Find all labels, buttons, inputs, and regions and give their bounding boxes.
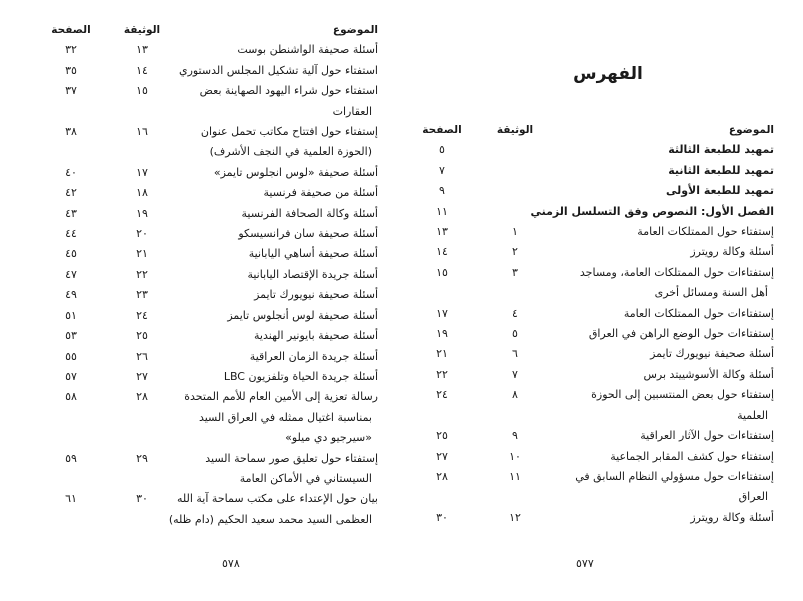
entry-page-number: ٣٨ bbox=[65, 125, 77, 139]
index-title: الفهرس bbox=[573, 64, 643, 84]
index-entry bbox=[40, 40, 378, 60]
entry-topic-line: إستفتاء حول كشف المقابر الجماعية bbox=[610, 449, 774, 463]
entry-topic-line: إستفتاءات حول الممتلكات العامة، ومساجد bbox=[579, 265, 774, 279]
entry-topic-line: تمهيد للطبعة الثانية bbox=[668, 163, 774, 177]
entry-page-number: ١١ bbox=[436, 204, 448, 218]
table-header bbox=[410, 120, 774, 140]
entry-topic-line: أسئلة صحيفة نيويورك تايمز bbox=[254, 288, 378, 302]
entry-topic-line: العقارات bbox=[332, 104, 372, 118]
index-entry bbox=[40, 204, 378, 224]
entry-document-number: ١١ bbox=[509, 469, 521, 483]
entry-topic-line: إستفتاء حول تعليق صور سماحة السيد bbox=[205, 451, 378, 465]
entry-topic bbox=[182, 204, 378, 224]
entry-topic bbox=[182, 367, 378, 387]
index-entry bbox=[410, 447, 774, 467]
entry-topic bbox=[182, 224, 378, 244]
index-entry bbox=[40, 449, 378, 490]
entry-document-number: ٢٤ bbox=[136, 308, 148, 322]
entry-topic bbox=[182, 40, 378, 60]
page-number: ٥٧٧ bbox=[576, 557, 594, 570]
entry-page-number: ٩ bbox=[439, 184, 445, 198]
index-entry bbox=[40, 244, 378, 264]
entry-document-number: ١٩ bbox=[136, 206, 148, 220]
header-page: الصفحة bbox=[422, 124, 462, 136]
index-entry bbox=[410, 181, 774, 201]
entry-topic bbox=[556, 140, 774, 160]
index-entry bbox=[410, 222, 774, 242]
entry-page-number: ٤٧ bbox=[65, 267, 77, 281]
entry-page-number: ٣٢ bbox=[65, 43, 77, 57]
entry-topic-line: إستفتاء حول بعض المنتسبين إلى الحوزة bbox=[591, 388, 774, 402]
entry-document-number: ٢٣ bbox=[136, 288, 148, 302]
index-entry bbox=[40, 306, 378, 326]
entry-page-number: ٦١ bbox=[65, 492, 77, 506]
entry-topic bbox=[182, 122, 378, 163]
header-document: الوثيقة bbox=[496, 124, 534, 136]
entry-page-number: ٥١ bbox=[65, 308, 77, 322]
entry-topic bbox=[182, 265, 378, 285]
entry-topic-line: إستفتاءات حول الوضع الراهن في العراق bbox=[588, 327, 774, 341]
entry-topic-line: تمهيد للطبعة الأولى bbox=[665, 184, 774, 198]
entry-topic bbox=[556, 447, 774, 467]
index-entry bbox=[40, 122, 378, 163]
entry-topic-line: العلمية bbox=[737, 408, 768, 422]
entry-topic-line: أسئلة صحيفة بايونير الهندية bbox=[254, 329, 378, 343]
entry-topic-line: أهل السنة ومسائل أخرى bbox=[654, 286, 768, 300]
entry-topic-line: أسئلة صحيفة أساهي اليابانية bbox=[248, 247, 378, 261]
entry-page-number: ٤٩ bbox=[65, 288, 77, 302]
entry-page-number: ٥٣ bbox=[65, 329, 77, 343]
entry-page-number: ٢٢ bbox=[436, 367, 448, 381]
entry-topic bbox=[556, 263, 774, 304]
index-table-left bbox=[40, 20, 378, 530]
entry-document-number: ١٥ bbox=[136, 84, 148, 98]
entry-page-number: ٤٣ bbox=[65, 206, 77, 220]
entry-page-number: ٢١ bbox=[436, 347, 448, 361]
entry-topic-line: بيان حول الإعتداء على مكتب سماحة آية الله bbox=[176, 492, 378, 506]
entry-document-number bbox=[474, 161, 556, 181]
entry-document-number: ٥ bbox=[512, 327, 518, 341]
entry-document-number: ١٧ bbox=[136, 165, 148, 179]
entry-topic-line: أسئلة جريدة الإقتصاد اليابانية bbox=[247, 267, 378, 281]
entry-topic-line: أسئلة جريدة الحياة وتلفزيون LBC bbox=[223, 369, 378, 383]
entry-page-number: ٢٧ bbox=[436, 449, 448, 463]
entry-topic bbox=[556, 161, 774, 181]
index-entry bbox=[40, 163, 378, 183]
entry-topic-line: أسئلة صحيفة سان فرانسيسكو bbox=[238, 227, 378, 241]
index-entry bbox=[410, 242, 774, 262]
entry-topic-line: أسئلة صحيفة نيويورك تايمز bbox=[650, 347, 774, 361]
entry-document-number: ٢٦ bbox=[136, 349, 148, 363]
entry-topic-line: السيستاني في الأماكن العامة bbox=[239, 471, 372, 485]
entry-document-number: ٣ bbox=[512, 265, 518, 279]
entry-topic bbox=[182, 326, 378, 346]
table-header bbox=[40, 20, 378, 40]
entry-topic-line: استفتاء حول آلية تشكيل المجلس الدستوري bbox=[178, 63, 378, 77]
entry-document-number: ١٤ bbox=[136, 63, 148, 77]
index-entry bbox=[40, 285, 378, 305]
entry-document-number: ١٣ bbox=[136, 43, 148, 57]
entry-topic-line: «سيرجيو دي ميلو» bbox=[285, 431, 372, 445]
entry-page-number: ٤٢ bbox=[65, 186, 77, 200]
entry-topic-line: إستفتاءات حول مسؤولي النظام السابق في bbox=[575, 469, 774, 483]
index-entry bbox=[40, 265, 378, 285]
entry-topic bbox=[182, 449, 378, 490]
entry-page-number: ١٣ bbox=[436, 225, 448, 239]
entry-document-number: ٤ bbox=[512, 306, 518, 320]
entry-document-number: ٢٧ bbox=[136, 369, 148, 383]
index-entry bbox=[410, 344, 774, 364]
entry-topic bbox=[556, 181, 774, 201]
entry-document-number: ١ bbox=[512, 225, 518, 239]
entry-document-number bbox=[474, 140, 556, 160]
entry-page-number: ٤٠ bbox=[65, 165, 77, 179]
right-page bbox=[400, 0, 803, 601]
entry-page-number: ٥٥ bbox=[65, 349, 77, 363]
index-entry bbox=[410, 202, 774, 222]
entry-topic bbox=[182, 306, 378, 326]
left-page bbox=[0, 0, 400, 601]
entry-page-number: ١٧ bbox=[436, 306, 448, 320]
entry-page-number: ١٤ bbox=[436, 245, 448, 259]
entry-topic bbox=[556, 508, 774, 528]
entry-topic-line: أسئلة وكالة رويترز bbox=[690, 510, 774, 524]
entry-topic-line: إستفتاء حول الممتلكات العامة bbox=[637, 225, 774, 239]
entry-page-number: ٢٤ bbox=[436, 388, 448, 402]
entry-topic-line: أسئلة وكالة الأسوشييتد برس bbox=[643, 367, 774, 381]
entry-topic-line: إستفتاءات حول الآثار العراقية bbox=[640, 429, 774, 443]
entry-topic bbox=[556, 365, 774, 385]
index-entry bbox=[410, 161, 774, 181]
entry-page-number: ٥٧ bbox=[65, 369, 77, 383]
entry-topic bbox=[182, 183, 378, 203]
entry-document-number: ٨ bbox=[512, 388, 518, 402]
page-number: ٥٧٨ bbox=[222, 557, 240, 570]
entry-document-number: ٢٩ bbox=[136, 451, 148, 465]
entry-document-number: ٣٠ bbox=[136, 492, 148, 506]
entry-topic-line: استفتاء حول شراء اليهود الصهاينة بعض bbox=[199, 84, 378, 98]
entry-document-number: ١٨ bbox=[136, 186, 148, 200]
entry-topic bbox=[182, 81, 378, 122]
entry-topic-line: رسالة تعزية إلى الأمين العام للأمم المتحدة bbox=[184, 390, 378, 404]
index-entry bbox=[40, 61, 378, 81]
entry-page-number: ٣٠ bbox=[436, 510, 448, 524]
entry-topic-line: (الحوزة العلمية في النجف الأشرف) bbox=[209, 145, 372, 159]
entry-page-number: ٢٥ bbox=[436, 429, 448, 443]
entry-topic-line: أسئلة صحيفة الواشنطن بوست bbox=[237, 43, 378, 57]
entry-topic-line: أسئلة من صحيفة فرنسية bbox=[263, 186, 378, 200]
header-topic: الموضوع bbox=[728, 124, 774, 136]
entry-page-number: ٢٨ bbox=[436, 469, 448, 483]
index-entry bbox=[410, 140, 774, 160]
entry-topic bbox=[182, 244, 378, 264]
entry-page-number: ٧ bbox=[439, 163, 445, 177]
index-entry bbox=[40, 326, 378, 346]
entry-document-number: ٢١ bbox=[136, 247, 148, 261]
header-page: الصفحة bbox=[51, 24, 91, 36]
entry-page-number: ٥ bbox=[439, 143, 445, 157]
entry-document-number bbox=[474, 202, 556, 222]
header-document: الوثيقة bbox=[123, 24, 161, 36]
entry-topic bbox=[530, 202, 774, 222]
entry-document-number: ٧ bbox=[512, 367, 518, 381]
entry-topic bbox=[556, 344, 774, 364]
entry-page-number: ٤٥ bbox=[65, 247, 77, 261]
index-entry bbox=[410, 263, 774, 304]
index-entry bbox=[40, 387, 378, 448]
entry-document-number: ١٢ bbox=[509, 510, 521, 524]
entry-topic-line: أسئلة جريدة الزمان العراقية bbox=[249, 349, 378, 363]
header-topic: الموضوع bbox=[332, 24, 378, 36]
entry-topic-line: أسئلة وكالة رويترز bbox=[690, 245, 774, 259]
entry-topic-line: أسئلة صحيفة لوس أنجلوس تايمز bbox=[227, 308, 378, 322]
entry-page-number: ٣٧ bbox=[65, 84, 77, 98]
entry-topic bbox=[182, 163, 378, 183]
entry-document-number: ٢٥ bbox=[136, 329, 148, 343]
index-entry bbox=[410, 304, 774, 324]
index-entry bbox=[410, 467, 774, 508]
index-entry bbox=[410, 426, 774, 446]
entry-topic bbox=[182, 347, 378, 367]
entry-topic bbox=[556, 242, 774, 262]
entry-document-number: ١٦ bbox=[136, 125, 148, 139]
entry-topic-line: الفصل الأول: النصوص وفق التسلسل الزمني bbox=[530, 204, 774, 218]
entry-page-number: ١٩ bbox=[436, 327, 448, 341]
index-entry bbox=[40, 367, 378, 387]
entry-topic bbox=[182, 387, 378, 448]
entry-document-number: ٢٨ bbox=[136, 390, 148, 404]
entry-document-number: ٢ bbox=[512, 245, 518, 259]
entry-topic bbox=[556, 222, 774, 242]
entry-page-number: ٣٥ bbox=[65, 63, 77, 77]
entry-topic-line: أسئلة وكالة الصحافة الفرنسية bbox=[241, 206, 378, 220]
entry-document-number: ٢٢ bbox=[136, 267, 148, 281]
index-entry bbox=[410, 324, 774, 344]
entry-topic bbox=[556, 385, 774, 426]
entry-topic bbox=[556, 426, 774, 446]
entry-topic bbox=[178, 61, 378, 81]
entry-document-number: ٦ bbox=[512, 347, 518, 361]
index-entry bbox=[410, 385, 774, 426]
entry-topic bbox=[556, 324, 774, 344]
entry-page-number: ٤٤ bbox=[65, 227, 77, 241]
entry-page-number: ٥٨ bbox=[65, 390, 77, 404]
index-entry bbox=[40, 183, 378, 203]
entry-document-number bbox=[474, 181, 556, 201]
entry-topic-line: أسئلة صحيفة «لوس انجلوس تايمز» bbox=[213, 165, 378, 179]
index-table-right bbox=[410, 120, 774, 528]
entry-page-number: ٥٩ bbox=[65, 451, 77, 465]
index-entry bbox=[40, 489, 378, 530]
entry-topic bbox=[168, 489, 378, 530]
index-entry bbox=[410, 365, 774, 385]
entry-topic bbox=[556, 467, 774, 508]
index-entry bbox=[40, 81, 378, 122]
entry-topic-line: إستفتاء حول افتتاح مكاتب تحمل عنوان bbox=[200, 125, 378, 139]
index-entry bbox=[40, 224, 378, 244]
entry-topic-line: العراق bbox=[738, 490, 768, 504]
entry-document-number: ٩ bbox=[512, 429, 518, 443]
entry-document-number: ٢٠ bbox=[136, 227, 148, 241]
entry-page-number: ١٥ bbox=[436, 265, 448, 279]
entry-topic-line: تمهيد للطبعة الثالثة bbox=[668, 143, 774, 157]
index-entry bbox=[40, 347, 378, 367]
entry-topic bbox=[556, 304, 774, 324]
entry-topic-line: إستفتاءات حول الممتلكات العامة bbox=[623, 306, 774, 320]
index-entry bbox=[410, 508, 774, 528]
entry-topic bbox=[182, 285, 378, 305]
entry-topic-line: بمناسبة اغتيال ممثله في العراق السيد bbox=[198, 410, 372, 424]
entry-topic-line: العظمى السيد محمد سعيد الحكيم (دام ظله) bbox=[168, 512, 372, 526]
entry-document-number: ١٠ bbox=[509, 449, 521, 463]
